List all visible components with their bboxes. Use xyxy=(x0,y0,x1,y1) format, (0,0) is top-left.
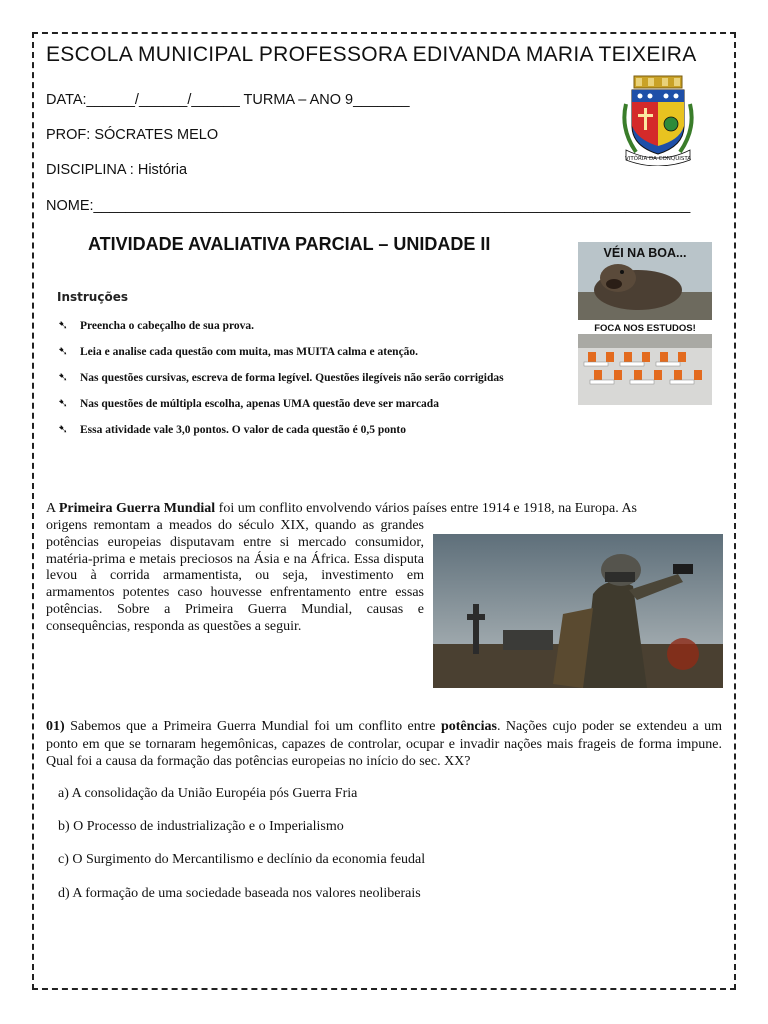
instruction-item: ➷ Leia e analise cada questão com muita, mas MUITA calma e atenção. xyxy=(58,344,419,358)
question-1-option-d[interactable]: d) A formação de uma sociedade baseada nos valores neoliberais xyxy=(58,886,421,901)
instruction-item: ➷ Essa atividade vale 3,0 pontos. O valor de cada questão é 0,5 ponto xyxy=(58,422,406,436)
student-name-line: NOME:__________________________________________________________________________ xyxy=(46,198,691,214)
meme-bottom-text: FOCA NOS ESTUDOS! xyxy=(594,323,696,334)
pencil-arrow-icon: ➷ xyxy=(58,344,69,358)
seal-meme-image xyxy=(578,242,712,405)
date-class-line: DATA:______/______/______ TURMA – ANO 9_______ xyxy=(46,92,410,108)
question-1-option-c[interactable]: c) O Surgimento do Mercantilismo e declínio da economia feudal xyxy=(58,852,426,867)
question-1-option-b[interactable]: b) O Processo de industrialização e o Imperialismo xyxy=(58,819,344,834)
intro-paragraph: origens remontam a meados do século XIX, quando as grandes potências europeias disputavam entre si mercado consumidor, matéria-prima e metais preciosos na Ásia e na África. Essa disputa levou à corrida armamentista, ou seja, investimento em armamentos potentes caso houvesse enfrentamento entre essas potências. Sobre a Primeira Guerra Mundial, causas e consequências, responda as questões a seguir. xyxy=(46,518,424,634)
city-coat-of-arms-logo xyxy=(618,74,698,166)
teacher-line: PROF: SÓCRATES MELO xyxy=(46,127,219,143)
instructions-heading: Instruções xyxy=(57,290,128,304)
question-1-option-a[interactable]: a) A consolidação da União Européia pós Guerra Fria xyxy=(58,786,358,801)
school-name: ESCOLA MUNICIPAL PROFESSORA EDIVANDA MARIA TEIXEIRA xyxy=(46,43,697,66)
pencil-arrow-icon: ➷ xyxy=(58,370,69,384)
instruction-item: ➷ Nas questões cursivas, escreva de forma legível. Questões ilegíveis não serão corrigidas xyxy=(58,370,504,384)
meme-top-text: VÉI NA BOA... xyxy=(603,246,687,260)
pencil-arrow-icon: ➷ xyxy=(58,396,69,410)
assessment-title: ATIVIDADE AVALIATIVA PARCIAL – UNIDADE II xyxy=(88,234,491,254)
svg-text:VITÓRIA DA CONQUISTA: VITÓRIA DA CONQUISTA xyxy=(624,156,692,162)
instruction-item: ➷ Preencha o cabeçalho de sua prova. xyxy=(58,318,254,332)
question-1: 01) Sabemos que a Primeira Guerra Mundial foi um conflito entre potências. Nações cujo poder se extendeu a um ponto em que se tornaram hegemônicas, capazes de controlar, ocupar e invadir nações mais frageis de forma impune. Qual foi a causa da formação das potências europeias no início do sec. XX? xyxy=(46,719,722,769)
intro-first-line: A Primeira Guerra Mundial foi um conflito envolvendo vários países entre 1914 e 1918, na Europa. As xyxy=(46,501,638,516)
instruction-item: ➷ Nas questões de múltipla escolha, apenas UMA questão deve ser marcada xyxy=(58,396,439,410)
discipline-line: DISCIPLINA : História xyxy=(46,162,188,178)
pencil-arrow-icon: ➷ xyxy=(58,422,69,436)
ww1-soldier-image xyxy=(433,534,723,688)
pencil-arrow-icon: ➷ xyxy=(58,318,69,332)
